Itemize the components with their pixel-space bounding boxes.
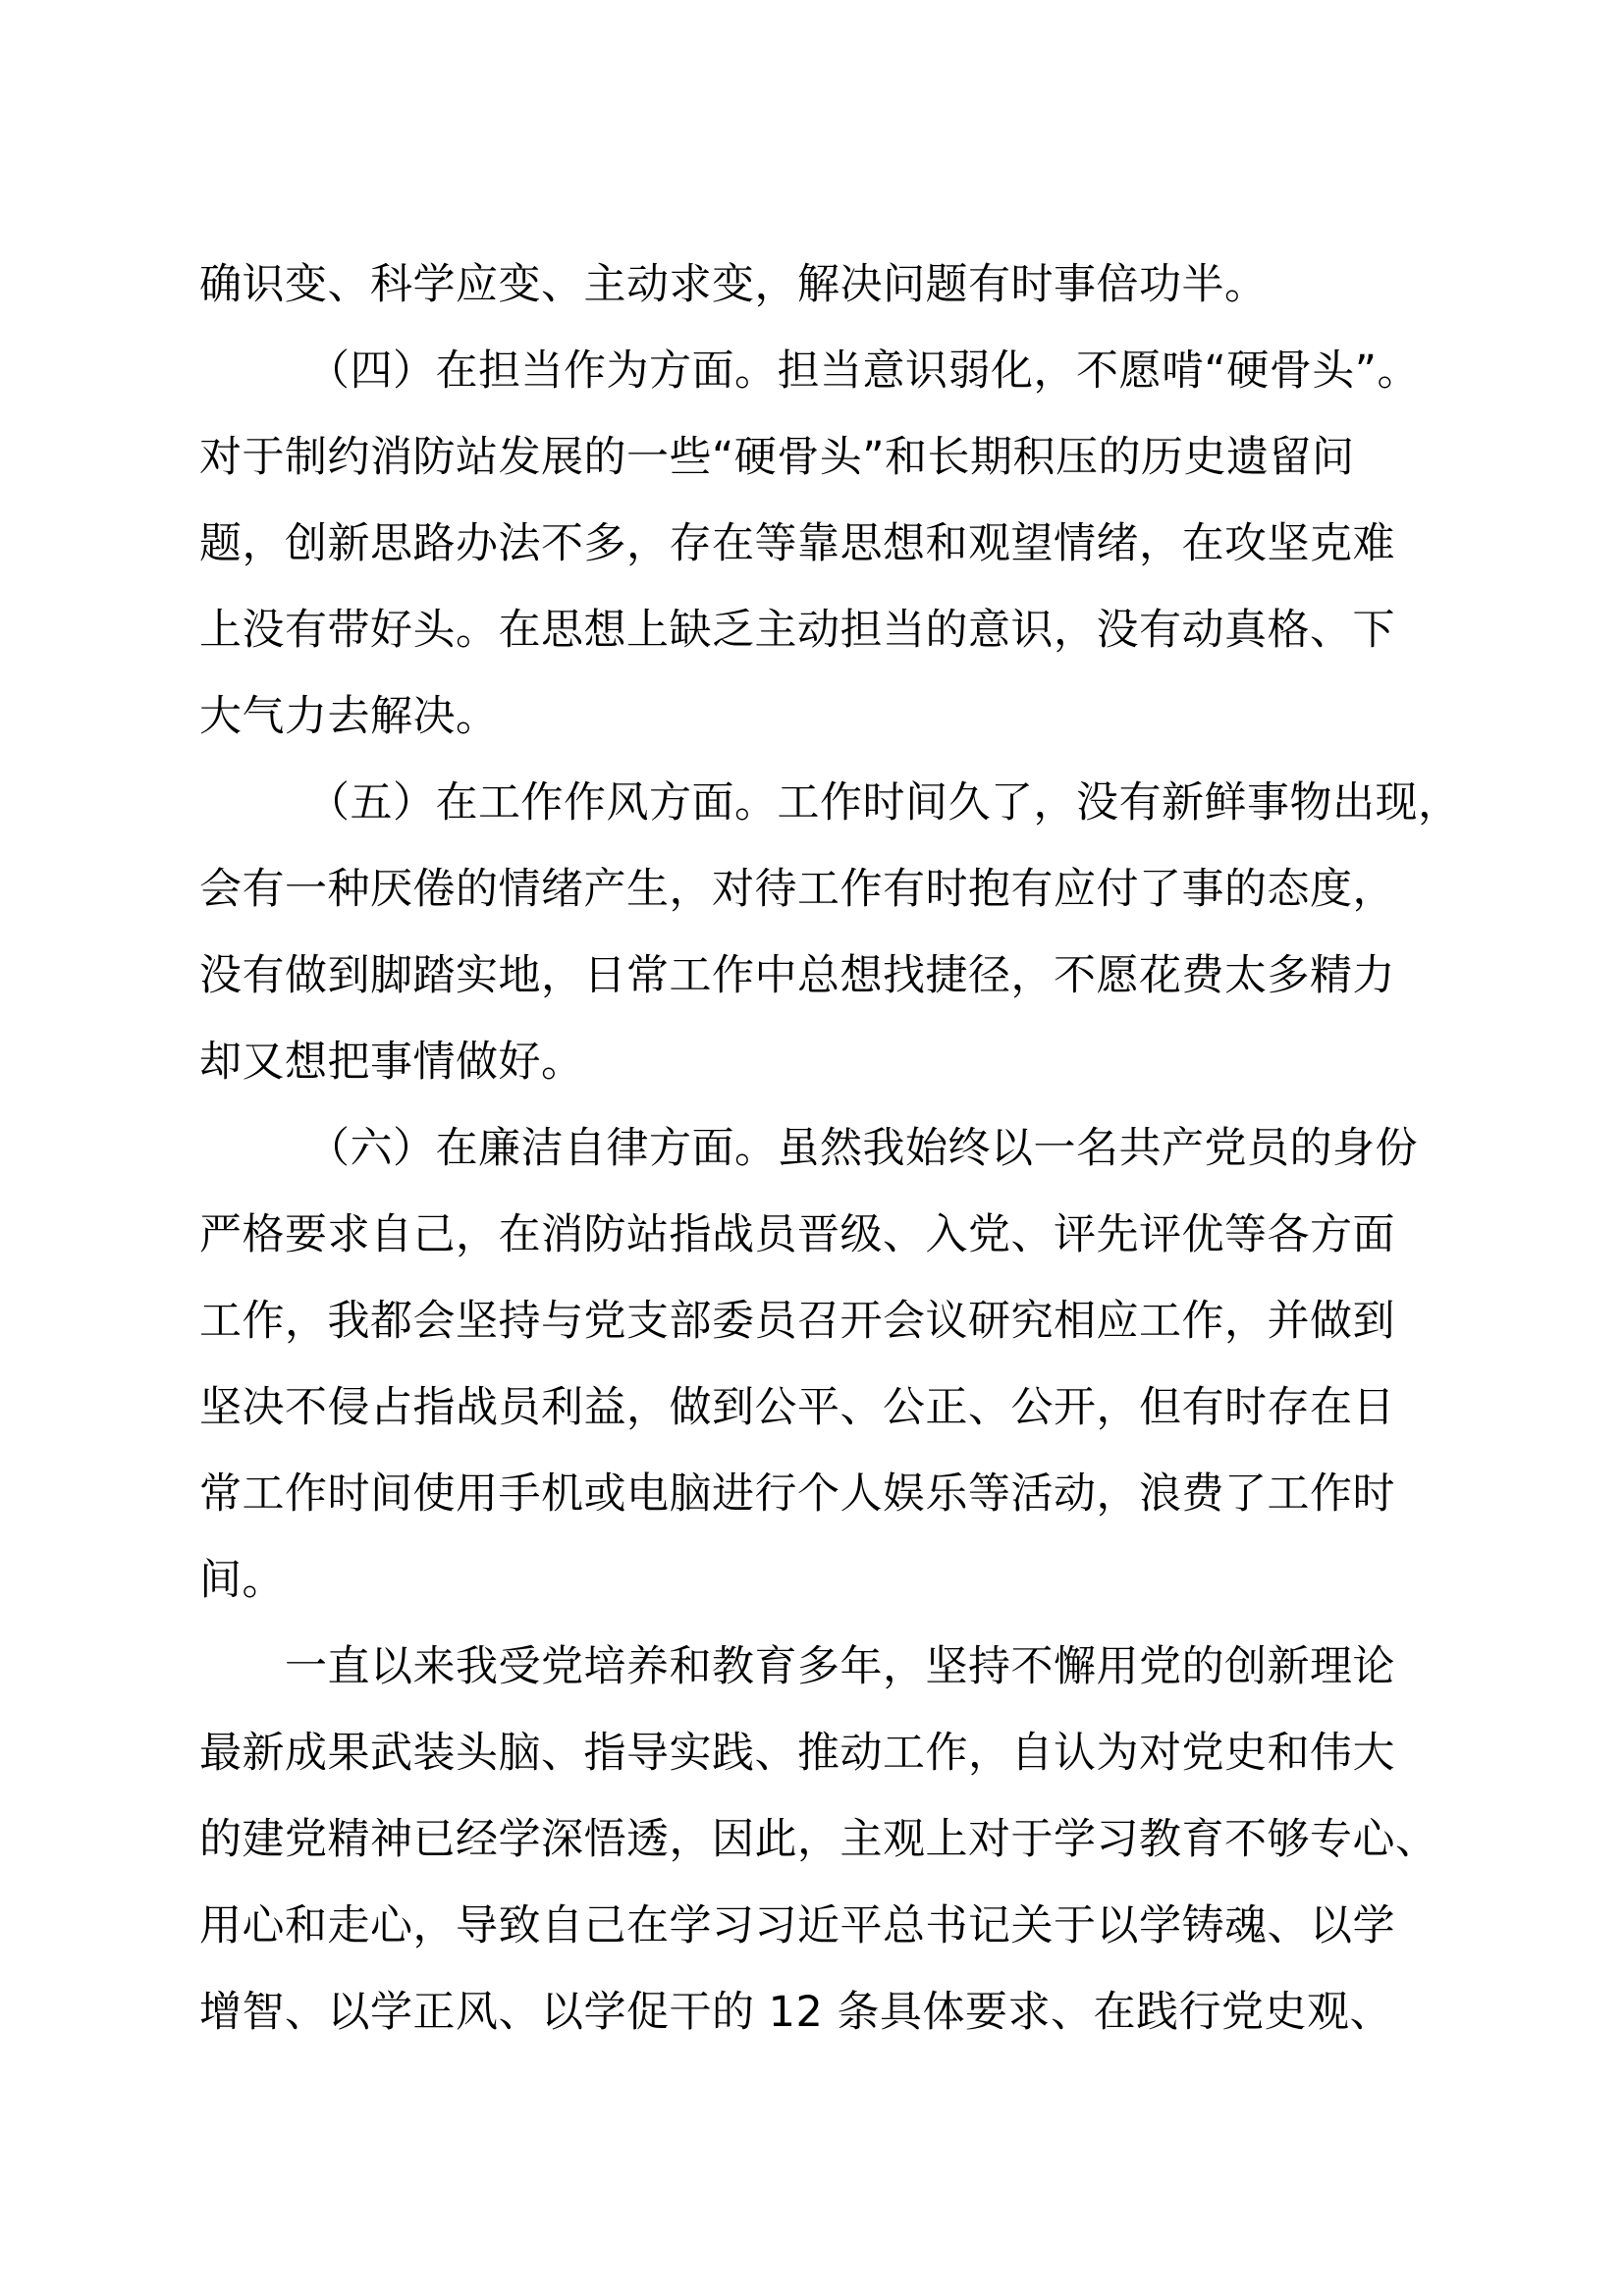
- text-line: 的建党精神已经学深悟透，因此，主观上对于学习教育不够专心、: [199, 1815, 1438, 1864]
- text-line: 没有做到脚踏实地，日常工作中总想找捷径，不愿花费太多精力: [199, 951, 1395, 1000]
- text-line: 上没有带好头。在思想上缺乏主动担当的意识，没有动真格、下: [199, 606, 1395, 655]
- text-line: 常工作时间使用手机或电脑进行个人娱乐等活动，浪费了工作时: [199, 1469, 1395, 1519]
- text-line: 大气力去解决。: [199, 692, 499, 741]
- text-line: 却又想把事情做好。: [199, 1038, 584, 1087]
- text-line: 工作，我都会坚持与党支部委员召开会议研究相应工作，并做到: [199, 1297, 1395, 1346]
- text-line: 会有一种厌倦的情绪产生，对待工作有时抱有应付了事的态度，: [199, 865, 1395, 914]
- text-line: 对于制约消防站发展的一些“硬骨头”和长期积压的历史遗留问: [199, 433, 1355, 482]
- text-line: （五）在工作作风方面。工作时间久了，没有新鲜事物出现，: [307, 778, 1461, 828]
- text-line: （六）在廉洁自律方面。虽然我始终以一名共产党员的身份: [307, 1124, 1418, 1173]
- text-line: 题，创新思路办法不多，存在等靠思想和观望情绪，在攻坚克难: [199, 519, 1395, 568]
- text-line: 最新成果武装头脑、指导实践、推动工作，自认为对党史和伟大: [199, 1729, 1395, 1778]
- text-line: 用心和走心，导致自己在学习习近平总书记关于以学铸魂、以学: [199, 1901, 1395, 1950]
- text-line: 一直以来我受党培养和教育多年，坚持不懈用党的创新理论: [285, 1642, 1395, 1691]
- text-line: 坚决不侵占指战员利益，做到公平、公正、公开，但有时存在日: [199, 1383, 1395, 1432]
- text-line: 严格要求自己，在消防站指战员晋级、入党、评先评优等各方面: [199, 1210, 1395, 1259]
- text-line: 确识变、科学应变、主动求变，解决问题有时事倍功半。: [199, 260, 1268, 309]
- text-line: （四）在担当作为方面。担当意识弱化，不愿啃“硬骨头”。: [307, 347, 1421, 396]
- text-line: 增智、以学正风、以学促干的 12 条具体要求、在践行党史观、: [199, 1988, 1393, 2037]
- text-line: 间。: [199, 1556, 285, 1605]
